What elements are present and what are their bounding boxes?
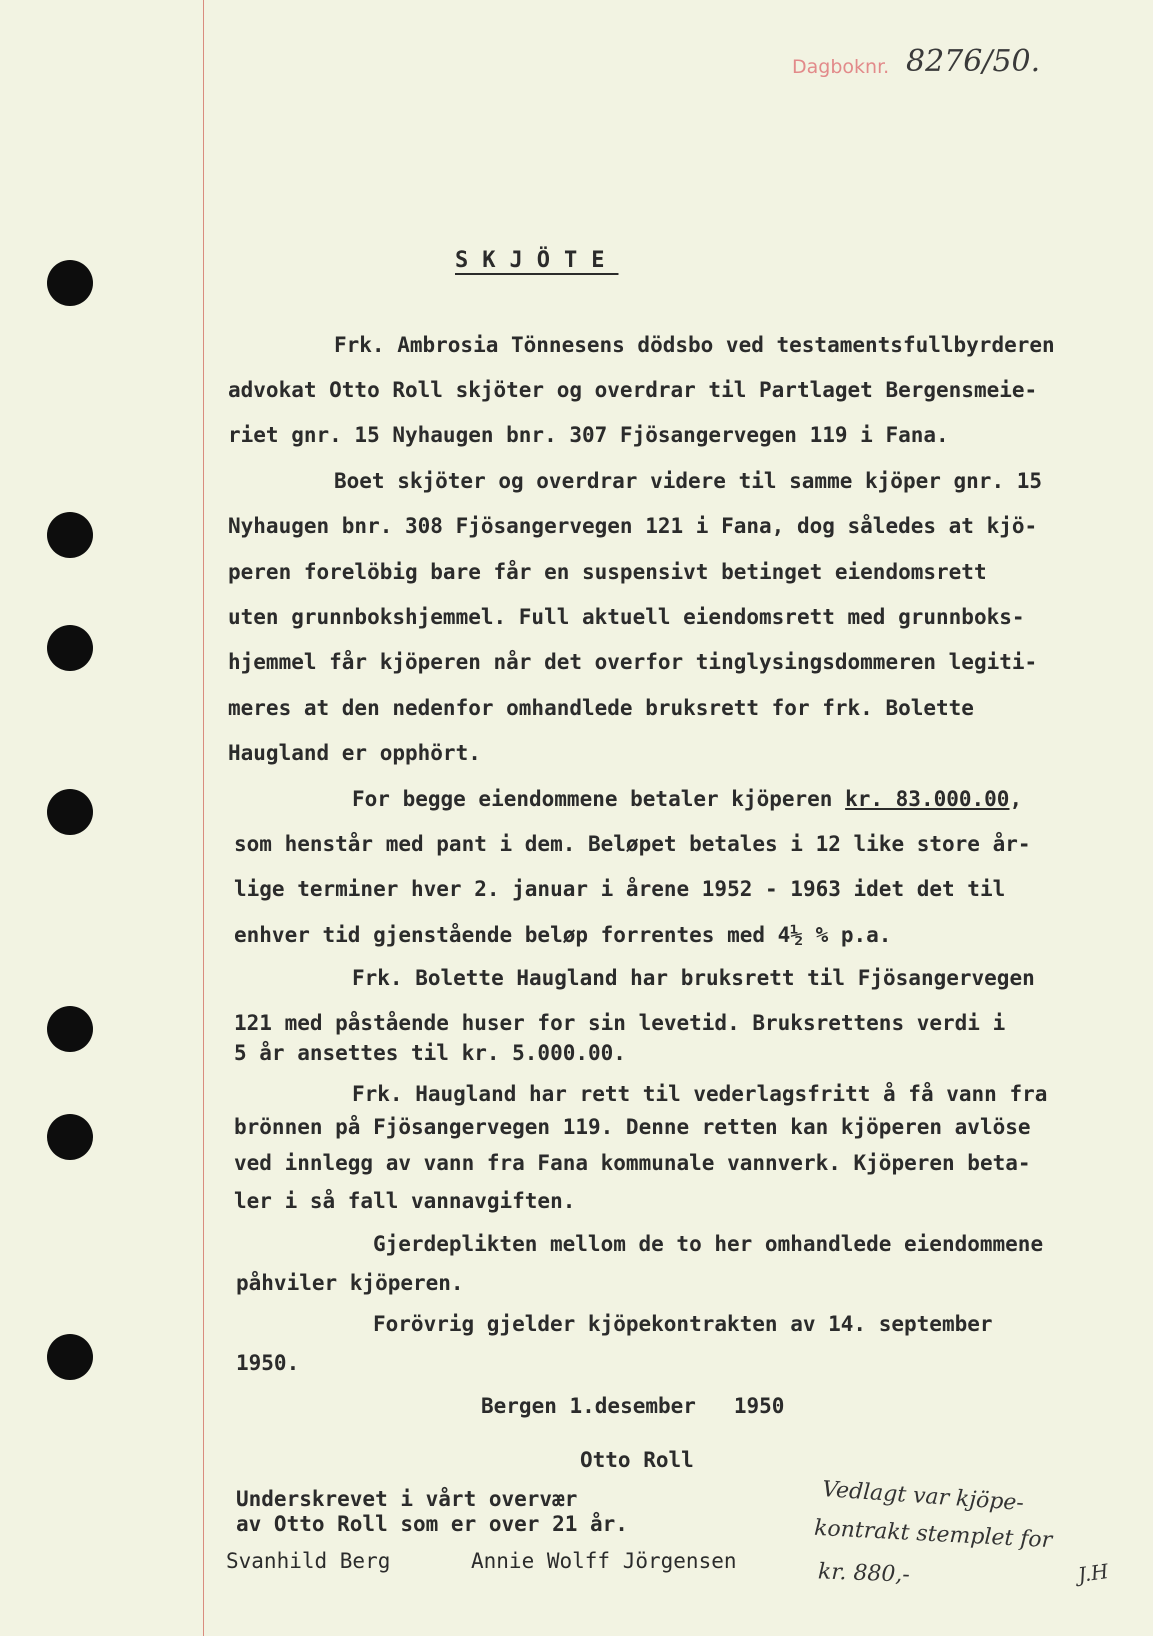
body-line: Frk. Ambrosia Tönnesens dödsbo ved testamentsfullbyrderen — [334, 333, 1055, 357]
body-line: 1950. — [236, 1351, 300, 1375]
body-line: brönnen på Fjösangervegen 119. Denne retten kan kjöperen avlöse — [234, 1115, 1031, 1139]
witness-note: av Otto Roll som er over 21 år. — [236, 1512, 628, 1536]
witness-note: Underskrevet i vårt overvær — [236, 1487, 578, 1511]
handwritten-note: Vedlagt var kjöpe- — [821, 1476, 1025, 1517]
body-line: Frk. Bolette Haugland har bruksrett til Fjösangervegen — [352, 966, 1035, 990]
punch-hole — [47, 512, 93, 558]
punch-hole — [47, 1114, 93, 1160]
punch-hole — [47, 260, 93, 306]
body-line: meres at den nedenfor omhandlede bruksrett for frk. Bolette — [228, 696, 974, 720]
punch-hole — [47, 625, 93, 671]
body-line: Haugland er opphört. — [228, 741, 481, 765]
margin-line — [203, 0, 204, 1636]
handwritten-note: kr. 880,- — [817, 1559, 911, 1588]
body-line: påhviler kjöperen. — [236, 1271, 464, 1295]
punch-hole — [47, 789, 93, 835]
body-line: Boet skjöter og overdrar videre til samme kjöper gnr. 15 — [334, 469, 1043, 493]
handwritten-initials: J.H — [1076, 1559, 1110, 1587]
body-line: Gjerdeplikten mellom de to her omhandlede eiendommene — [373, 1232, 1044, 1256]
handwritten-note: kontrakt stemplet for — [813, 1515, 1053, 1554]
body-line: 121 med påstående huser for sin levetid. Bruksrettens verdi i — [234, 1011, 1006, 1035]
price-intro: For begge eiendommene betaler kjöperen — [352, 787, 846, 811]
punch-hole — [47, 1006, 93, 1052]
place-date: Bergen 1.desember 1950 — [481, 1394, 785, 1418]
body-line: hjemmel får kjöperen når det overfor tinglysingsdommeren legiti- — [228, 650, 1038, 674]
witness-name: Annie Wolff Jörgensen — [471, 1549, 737, 1573]
body-line: enhver tid gjenstående beløp forrentes med 4½ % p.a. — [234, 923, 892, 947]
dagbok-number: 8276/50. — [906, 44, 1041, 79]
body-line: Forövrig gjelder kjöpekontrakten av 14. september — [373, 1312, 993, 1336]
body-line: 5 år ansettes til kr. 5.000.00. — [234, 1041, 626, 1065]
witness-name: Svanhild Berg — [226, 1549, 391, 1573]
body-line: ved innlegg av vann fra Fana kommunale vannverk. Kjöperen beta- — [234, 1151, 1031, 1175]
price-suffix: , — [1009, 787, 1023, 811]
punch-hole — [47, 1334, 93, 1380]
body-line: lige terminer hver 2. januar i årene 1952 - 1963 idet det til — [234, 877, 1006, 901]
purchase-price: kr. 83.000.00 — [845, 787, 1010, 811]
body-line: uten grunnbokshjemmel. Full aktuell eiendomsrett med grunnboks- — [228, 605, 1025, 629]
body-line: ler i så fall vannavgiften. — [234, 1189, 576, 1213]
body-line: som henstår med pant i dem. Beløpet betales i 12 like store år- — [234, 832, 1031, 856]
body-line: Nyhaugen bnr. 308 Fjösangervegen 121 i Fana, dog således at kjö- — [228, 514, 1038, 538]
body-line: advokat Otto Roll skjöter og overdrar til Partlaget Bergensmeie- — [228, 378, 1038, 402]
body-line: riet gnr. 15 Nyhaugen bnr. 307 Fjösangervegen 119 i Fana. — [228, 423, 949, 447]
body-line: Frk. Haugland har rett til vederlagsfritt å få vann fra — [352, 1082, 1048, 1106]
price-line — [352, 787, 1022, 811]
signer-name: Otto Roll — [580, 1448, 694, 1472]
body-line: peren forelöbig bare får en suspensivt betinget eiendomsrett — [228, 560, 987, 584]
document-title: SKJÖTE — [455, 248, 619, 273]
dagbok-label: Dagboknr. — [792, 56, 890, 78]
